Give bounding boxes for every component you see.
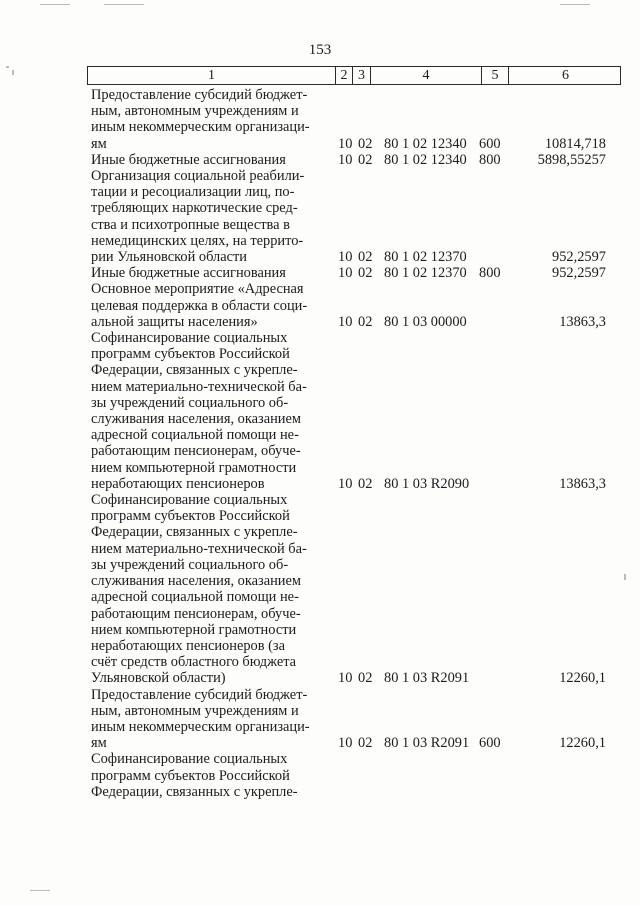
scan-speck xyxy=(40,4,70,5)
amount: 5898,55257 xyxy=(537,151,606,168)
header-col-3: 3 xyxy=(353,67,371,84)
section-code: 10 xyxy=(338,265,353,282)
row-codes xyxy=(0,136,640,152)
row-name: Предоставление субсидий бюджет- ным, автономным учреждениям и иным некоммерческим организаци- ям xyxy=(91,87,310,152)
scan-speck xyxy=(624,574,626,580)
amount: 10814,718 xyxy=(544,135,606,152)
subsection-code: 02 xyxy=(358,135,373,152)
header-col-1: 1 xyxy=(88,67,336,84)
table-row xyxy=(0,330,640,492)
scan-speck xyxy=(560,4,590,5)
amount: 952,2597 xyxy=(552,265,606,282)
table-header xyxy=(87,66,621,85)
subsection-code: 02 xyxy=(358,249,373,266)
expense-type-code: 800 xyxy=(479,265,501,282)
row-codes xyxy=(0,476,640,492)
table-row xyxy=(0,687,640,752)
table-row xyxy=(0,492,640,686)
amount: 13863,3 xyxy=(559,475,606,492)
amount: 13863,3 xyxy=(559,313,606,330)
row-codes xyxy=(0,671,640,687)
table-row xyxy=(0,751,640,800)
row-codes xyxy=(0,735,640,751)
header-col-6: 6 xyxy=(562,67,569,83)
row-name: Организация социальной реабили- тации и ресоциализации лиц, по- требляющих наркотические сред- ства и психотропные вещества в немедицинских целях, на террито- рии Ульяновской области xyxy=(91,168,305,266)
section-code: 10 xyxy=(338,475,353,492)
row-name: Иные бюджетные ассигнования xyxy=(91,265,286,282)
target-item-code: 80 1 02 12340 xyxy=(384,135,467,152)
row-codes xyxy=(0,249,640,265)
scan-speck xyxy=(6,66,9,68)
target-item-code: 80 1 02 12370 xyxy=(384,265,467,282)
table-row xyxy=(0,265,640,281)
row-codes xyxy=(0,152,640,168)
subsection-code: 02 xyxy=(358,151,373,168)
row-codes xyxy=(0,784,640,800)
section-code: 10 xyxy=(338,135,353,152)
subsection-code: 02 xyxy=(358,735,373,752)
table-row xyxy=(0,281,640,330)
expense-type-code: 800 xyxy=(479,151,501,168)
expense-type-code: 600 xyxy=(479,135,501,152)
target-item-code: 80 1 03 00000 xyxy=(384,313,467,330)
table-row xyxy=(0,152,640,168)
header-col-4: 4 xyxy=(371,67,482,84)
table-body xyxy=(0,87,640,800)
section-code: 10 xyxy=(338,249,353,266)
row-name: Софинансирование социальных программ субъектов Российской Федерации, связанных с укрепле- нием материально-технической ба- зы учреждений социального об- служивания населения, оказанием адресной социальной помощи не- работающим пенсионерам, обуче- нием компьютерной грамотности неработающих пенсионеров xyxy=(91,330,307,492)
header-col-5: 5 xyxy=(482,67,509,84)
target-item-code: 80 1 02 12340 xyxy=(384,151,467,168)
target-item-code: 80 1 02 12370 xyxy=(384,249,467,266)
subsection-code: 02 xyxy=(358,313,373,330)
section-code: 10 xyxy=(338,735,353,752)
section-code: 10 xyxy=(338,313,353,330)
scan-speck xyxy=(104,4,144,5)
page-number: 153 xyxy=(308,42,332,58)
subsection-code: 02 xyxy=(358,265,373,282)
row-name: Предоставление субсидий бюджет- ным, автономным учреждениям и иным некоммерческим организаци- ям xyxy=(91,686,310,752)
target-item-code: 80 1 03 R2091 xyxy=(384,670,470,687)
target-item-code: 80 1 03 R2090 xyxy=(384,475,470,492)
amount: 12260,1 xyxy=(559,670,606,687)
table-row xyxy=(0,168,640,265)
amount: 952,2597 xyxy=(552,249,606,266)
subsection-code: 02 xyxy=(358,670,373,687)
subsection-code: 02 xyxy=(358,475,373,492)
row-name: Иные бюджетные ассигнования xyxy=(91,151,286,168)
section-code: 10 xyxy=(338,151,353,168)
expense-type-code: 600 xyxy=(479,735,501,752)
row-name: Софинансирование социальных программ субъектов Российской Федерации, связанных с укрепле- xyxy=(91,751,298,800)
section-code: 10 xyxy=(338,670,353,687)
target-item-code: 80 1 03 R2091 xyxy=(384,735,470,752)
row-name: Основное мероприятие «Адресная целевая поддержка в области соци- альной защиты населения» xyxy=(91,281,308,330)
table-row xyxy=(0,87,640,152)
row-codes xyxy=(0,314,640,330)
amount: 12260,1 xyxy=(559,735,606,752)
header-col-2: 2 xyxy=(336,67,353,84)
row-name: Софинансирование социальных программ субъектов Российской Федерации, связанных с укрепле- нием материально-технической ба- зы учреждений социального об- служивания населения, оказанием адресной социальной помощи не- работающим пенсионерам, обуче- нием компьютерной грамотности неработающих пенсионеров (за счёт средств областного бюджета Ульяновской области) xyxy=(91,492,307,687)
scan-speck xyxy=(12,70,14,75)
scan-speck xyxy=(30,890,50,891)
row-codes xyxy=(0,265,640,281)
